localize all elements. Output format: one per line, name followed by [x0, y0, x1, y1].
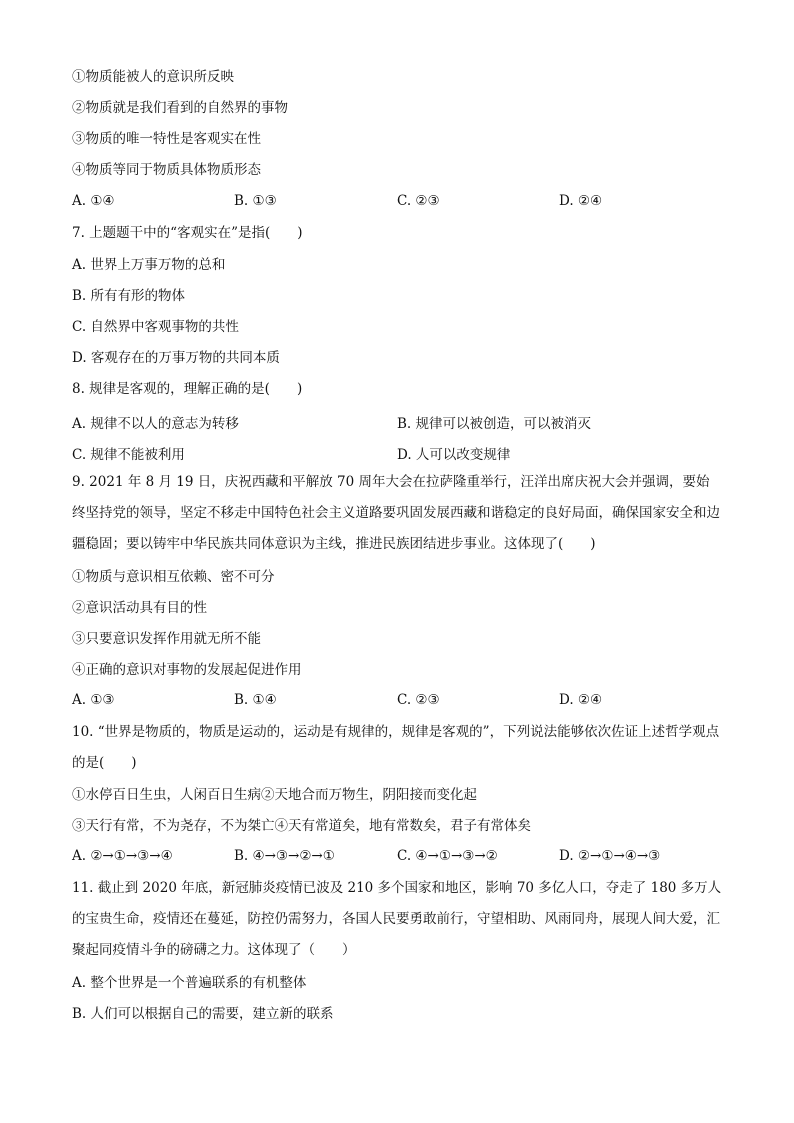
q11-option-b: B. 人们可以根据自己的需要，建立新的联系 — [72, 1006, 334, 1022]
q7-option-b: B. 所有有形的物体 — [72, 288, 186, 304]
q9-options — [72, 692, 722, 710]
q7-stem: 7. 上题题干中的“客观实在”是指( ) — [72, 225, 303, 241]
q9-item-3: ③只要意识发挥作用就无所不能 — [72, 631, 261, 647]
q8-option-a: A. 规律不以人的意志为转移 — [72, 416, 239, 432]
q10-option-d: D. ②→①→④→③ — [559, 848, 661, 864]
q10-stem: 10. “世界是物质的，物质是运动的，运动是有规律的，规律是客观的”，下列说法能够依次佐证上述哲学观点的是( ) — [72, 724, 720, 771]
q8-option-d: D. 人可以改变规律 — [397, 447, 511, 463]
q6-item-3: ③物质的唯一特性是客观实在性 — [72, 131, 261, 147]
q8-options-row-2 — [72, 443, 722, 461]
q8-option-b: B. 规律可以被创造，可以被消灭 — [397, 416, 592, 432]
q9-option-b: B. ①④ — [234, 692, 277, 708]
q9-stem: 9. 2021 年 8 月 19 日，庆祝西藏和平解放 70 周年大会在拉萨隆重举行，汪洋出席庆祝大会并强调，要始终坚持党的领导，坚定不移走中国特色社会主义道路要巩固发展西藏和谐稳定的良好局面，确保国家安全和边疆稳固；要以铸牢中华民族共同体意识为主线，推进民族团结进步事业。这体现了( ) — [72, 474, 720, 552]
q6-options — [72, 193, 722, 211]
q6-option-a: A. ①④ — [72, 193, 115, 209]
q11-option-a: A. 整个世界是一个普遍联系的有机整体 — [72, 975, 307, 991]
q11-stem: 11. 截止到 2020 年底，新冠肺炎疫情已波及 210 多个国家和地区，影响 70 多亿人口，夺走了 180 多万人的宝贵生命，疫情还在蔓延，防控仍需努力，各国人民要勇敢前行，守望相助、风雨同舟，展现人间大爱，汇聚起同疫情斗争的磅礴之力。这体现了（ ） — [72, 880, 722, 958]
q6-option-c: C. ②③ — [397, 193, 440, 209]
q8-options-row-1 — [72, 412, 722, 430]
q10-options — [72, 848, 722, 866]
q6-item-1: ①物质能被人的意识所反映 — [72, 69, 234, 85]
q7-option-a: A. 世界上万事万物的总和 — [72, 257, 226, 273]
q9-option-d: D. ②④ — [559, 692, 603, 708]
q9-item-4: ④正确的意识对事物的发展起促进作用 — [72, 662, 302, 678]
q9-option-c: C. ②③ — [397, 692, 440, 708]
q9-item-2: ②意识活动具有目的性 — [72, 600, 207, 616]
q9-option-a: A. ①③ — [72, 692, 115, 708]
q8-stem: 8. 规律是客观的，理解正确的是( ) — [72, 381, 303, 397]
q10-option-a: A. ②→①→③→④ — [72, 848, 173, 864]
q6-item-4: ④物质等同于物质具体物质形态 — [72, 162, 261, 178]
q8-option-c: C. 规律不能被利用 — [72, 447, 185, 463]
q6-option-d: D. ②④ — [559, 193, 603, 209]
q10-item-1: ①水停百日生虫，人闲百日生病②天地合而万物生，阴阳接而变化起 — [72, 787, 477, 803]
q6-option-b: B. ①③ — [234, 193, 277, 209]
q10-item-2: ③天行有常，不为尧存，不为桀亡④天有常道矣，地有常数矣，君子有常体矣 — [72, 818, 531, 834]
q9-item-1: ①物质与意识相互依赖、密不可分 — [72, 569, 275, 585]
q7-option-c: C. 自然界中客观事物的共性 — [72, 319, 239, 335]
q7-option-d: D. 客观存在的万事万物的共同本质 — [72, 350, 280, 366]
q10-option-b: B. ④→③→②→① — [234, 848, 335, 864]
q10-option-c: C. ④→①→③→② — [397, 848, 498, 864]
q6-item-2: ②物质就是我们看到的自然界的事物 — [72, 100, 288, 116]
